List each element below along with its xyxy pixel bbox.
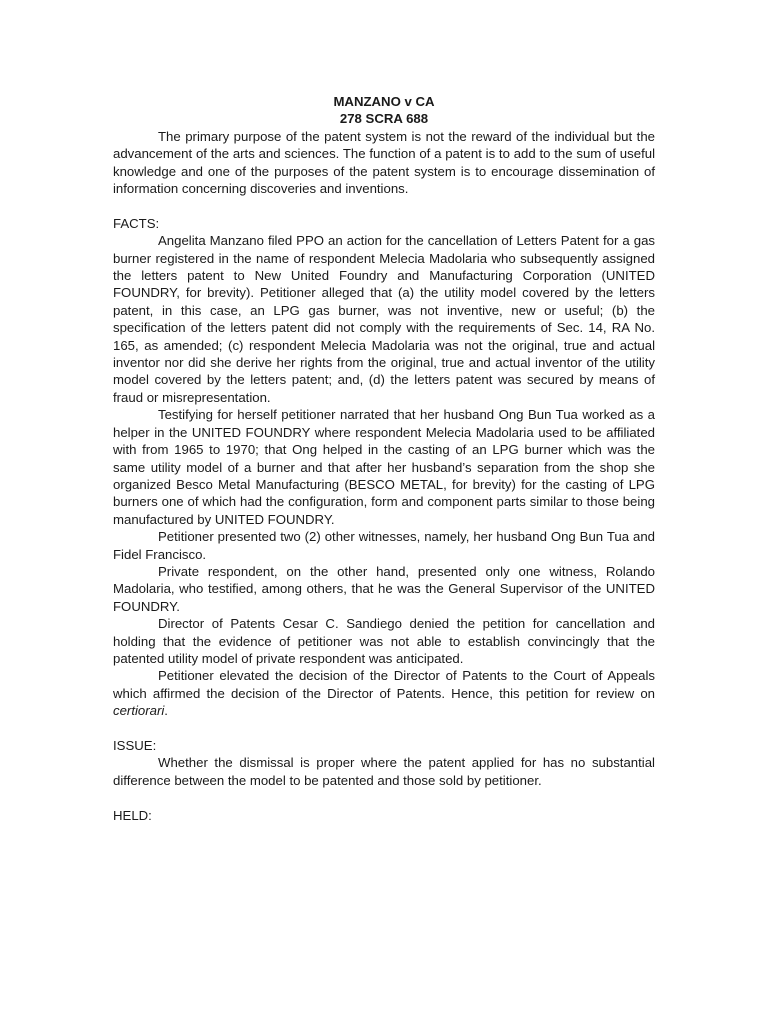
facts-paragraph-last [113,667,655,719]
certiorari-term: certiorari [113,703,165,719]
facts-heading: FACTS: [113,215,160,231]
held-heading: HELD: [113,807,152,823]
facts-paragraph: Private respondent, on the other hand, presented only one witness, Rolando Madolaria, who testified, among others, that he was the General Supervisor of the UNITED FOUNDRY. [113,563,655,614]
document-page [113,93,655,824]
spacer [113,720,655,737]
case-title: MANZANO v CA [333,94,435,109]
facts-last-text: Petitioner elevated the decision of the Director of Patents to the Court of Appeals which affirmed the decision of the Director of Patents. Hence, this petition for review on [113,668,655,701]
facts-paragraph: Petitioner presented two (2) other witnesses, namely, her husband Ong Bun Tua and Fidel Francisco. [113,529,655,562]
spacer [113,789,655,806]
issue-heading: ISSUE: [113,738,157,753]
issue-paragraph: Whether the dismissal is proper where the patent applied for has no substantial difference between the model to be patented and those sold by petitioner. [113,755,655,788]
intro-paragraph: The primary purpose of the patent system is not the reward of the individual but the advancement of the arts and sciences. The function of a patent is to add to the sum of useful knowledge and one of the purposes of the patent system is to encourage dissemination of information concerning discoveries and inventions. [113,128,655,197]
facts-paragraph: Director of Patents Cesar C. Sandiego denied the petition for cancellation and holding that the evidence of petitioner was not able to establish convincingly that the patented utility model of private respondent was anticipated. [113,616,655,666]
facts-paragraph: Testifying for herself petitioner narrated that her husband Ong Bun Tua worked as a helper in the UNITED FOUNDRY where respondent Melecia Madolaria used to be affiliated with from 1965 to 1970; that Ong helped in the casting of an LPG burner which was the same utility model of a burner and that after her husband’s separation from the shop she organized Besco Metal Manufacturing (BESCO METAL, for brevity) for the casting of LPG burners one of which had the configuration, form and component parts similar to those being manufactured by UNITED FOUNDRY. [113,407,655,527]
facts-paragraph: Angelita Manzano filed PPO an action for the cancellation of Letters Patent for a gas burner registered in the name of respondent Melecia Madolaria who subsequently assigned the letters patent to New United Foundry and Manufacturing Corporation (UNITED FOUNDRY, for brevity). Petitioner alleged that (a) the utility model covered by the letters patent, in this case, an LPG gas burner, was not inventive, new or useful; (b) the specification of the letters patent did not comply with the requirements of Sec. 14, RA No. 165, as amended; (c) respondent Melecia Madolaria was not the original, true and actual inventor nor did she derive her rights from the original, true and actual inventor of the utility model covered by the letters patent; and, (d) the letters patent was secured by means of fraud or misrepresentation. [113,233,655,405]
facts-last-period: . [164,703,168,719]
spacer [113,197,655,214]
case-citation: 278 SCRA 688 [339,111,429,127]
